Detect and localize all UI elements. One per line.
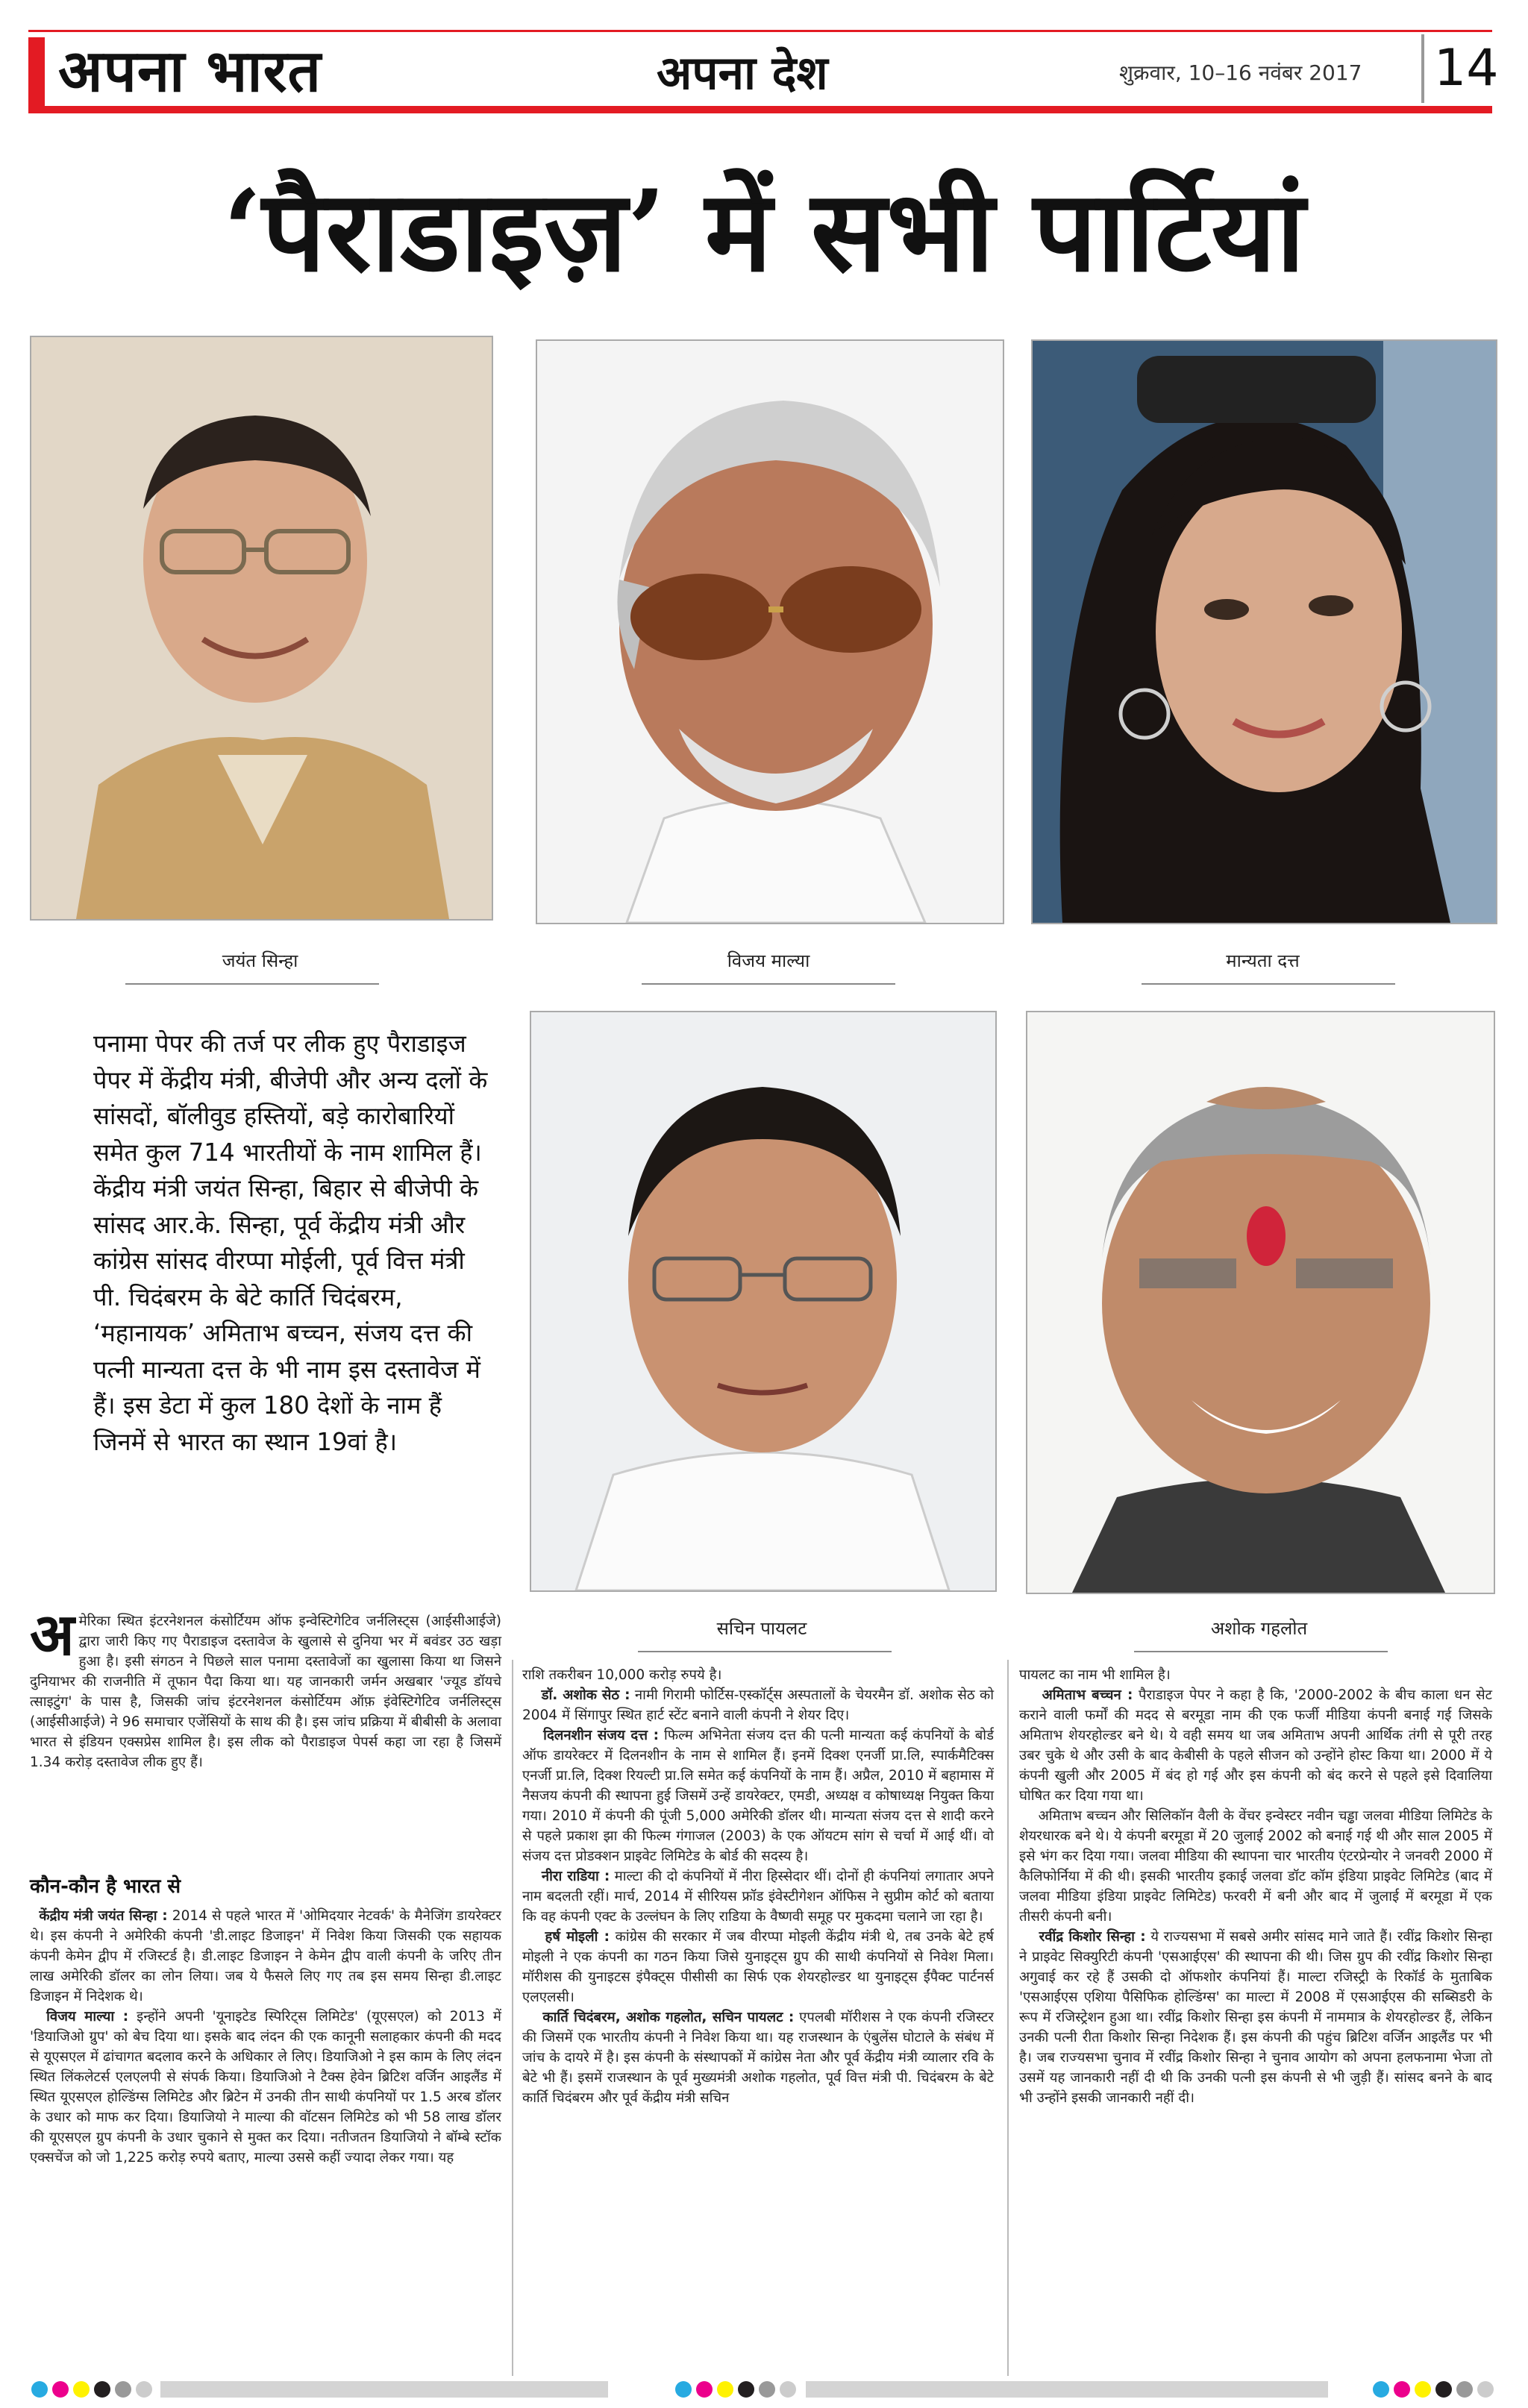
article-paragraph: डॉ. अशोक सेठ : नामी गिरामी फोर्टिस-एस्कॉर्ट्स अस्पतालों के चेयरमैन डॉ. अशोक सेठ को 2004 में सिंगापुर स्थित हार्ट स्टेंट बनाने वाली कंपनी ने शेयर दिए। [522,1687,994,1723]
paragraph-lead: हर्ष मोइली : [545,1929,610,1945]
caption-rule [125,983,379,985]
registration-dot [52,2381,69,2398]
registration-dot [73,2381,90,2398]
column-divider [1007,1660,1009,2376]
issue-date: शुक्रवार, 10–16 नवंबर 2017 [1119,60,1362,85]
registration-dot [738,2381,754,2398]
registration-dot [1373,2381,1389,2398]
article-paragraph: कार्ति चिदंबरम, अशोक गहलोत, सचिन पायलट : एपलबी मॉरीशस ने एक कंपनी रजिस्टर की जिसमें एक भारतीय कंपनी ने निवेश किया था। यह राजस्थान के एंबुलेंस घोटाले के संबंध में जांच के दायरे में है। इस कंपनी के संस्थापकों में कांग्रेस नेता और पूर्व केंद्रीय मंत्री व्यालार रवि के बेटे भी हैं। इसमें राजस्थान के पूर्व मुख्यमंत्री अशोक गहलोत, पूर्व वित्त मंत्री पी. चिदंबरम के बेटे कार्ति चिदंबरम और पूर्व केंद्रीय मंत्री सचिन [522,2010,994,2106]
article-subhead: कौन-कौन है भारत से [30,1875,181,1898]
photo-vijay-mallya [536,339,1004,924]
photo-jayant-sinha [30,336,493,921]
page-number: 14 [1434,39,1499,98]
article-column-1 [30,1601,501,1770]
registration-dot [94,2381,110,2398]
article-column-2 [522,1665,994,2108]
article-paragraph: राशि तकरीबन 10,000 करोड़ रुपये है। [522,1667,722,1683]
drop-cap: अ [30,1601,75,1669]
caption-rule [642,983,895,985]
brand-red-block [28,37,45,106]
registration-dot [759,2381,775,2398]
photo-manyata-dutt [1031,339,1497,924]
article-paragraph: मेरिका स्थित इंटरनेशनल कंसोर्टियम ऑफ इन्वेस्टिगेटिव जर्नलिस्ट्स (आईसीआईजे) द्वारा जारी किए गए पैराडाइज दस्तावेज के खुलासे से दुनिया भर में बवंडर उठ खड़ा हुआ है। इसी संगठन ने पिछले साल पनामा दस्तावेजों का खुलासा किया था जिसने दुनियाभर की राजनीति में तूफान पैदा किया था। यह जानकारी जर्मन अखबार 'ज्यूड डॉयचे त्साइटुंग' के पास है, जिसकी जांच इंटरनेशनल कंसोर्टियम ऑफ़ इंवेस्टिगेटिव जर्नलिस्ट्स (आईसीआईजे) ने 96 समाचार एजेंसियों के साथ की है। इस जांच प्रक्रिया में बीबीसी के अलावा भारत से इंडियन एक्सप्रेस शामिल है। इस लीक को पैराडाइज पेपर्स कहा जा रहा है जिसमें 1.34 करोड़ दस्तावेज लीक हुए हैं। [30,1614,501,1770]
registration-dot [1394,2381,1410,2398]
registration-strip [806,2381,1328,2398]
paragraph-lead: कार्ति चिदंबरम, अशोक गहलोत, सचिन पायलट : [542,2010,795,2025]
registration-strip [160,2381,608,2398]
registration-dot [780,2381,796,2398]
article-column-1-body [30,1906,501,2168]
paragraph-lead: नीरा राडिया : [541,1869,610,1884]
header-top-rule [28,30,1492,32]
section-title: अपना देश [657,46,828,100]
paragraph-lead: अमिताभ बच्चन : [1042,1687,1133,1703]
caption-rule [638,1651,892,1652]
registration-dot [31,2381,48,2398]
registration-dot [1477,2381,1494,2398]
registration-dot [717,2381,733,2398]
paragraph-lead: डॉ. अशोक सेठ : [541,1687,630,1703]
article-paragraph: रवींद्र किशोर सिन्हा : ये राज्यसभा में सबसे अमीर सांसद माने जाते हैं। रवींद्र किशोर सिन्हा ने प्राइवेट सिक्युरिटी कंपनी 'एसआईएस' की स्थापना की थी। जिस ग्रुप की रवींद्र किशोर सिन्हा अगुवाई कर रहे हैं उसकी दो ऑफशोर कंपनियां हैं। माल्टा रजिस्ट्री के रिकॉर्ड के मुताबिक 'एसआईएस एशिया पैसिफिक होल्डिंग्स' का माल्टा में 2008 में एसआईएस की सब्सिडरी के रूप में रजिस्ट्रेशन हुआ था। रवींद्र किशोर सिन्हा इस कंपनी में नाममात्र के शेयरहोल्डर हैं, लेकिन उनकी पत्नी रीता किशोर सिन्हा निदेशक हैं। इस कंपनी की पहुंच ब्रिटिश वर्जिन आइलैंड पर भी है। जब राज्यसभा चुनाव में रवींद्र किशोर सिन्हा ने चुनाव आयोग को अपना हलफनामा भेजा तो उसमें यह जानकारी नहीं दी थी कि उनकी पत्नी इस कंपनी से भी जुड़ी हैं। सांसद बनने के बाद भी उन्होंने इसकी जानकारी नहीं दी। [1019,1929,1492,2106]
paragraph-lead: केंद्रीय मंत्री जयंत सिन्हा : [39,1908,168,1924]
article-paragraph: अमिताभ बच्चन और सिलिकॉन वैली के वेंचर इन्वेस्टर नवीन चड्ढा जलवा मीडिया लिमिटेड के शेयरधारक बने थे। ये कंपनी बरमूडा में 20 जुलाई 2002 को बनाई गई थी और साल 2005 में इसे भंग कर दिया गया। जलवा मीडिया की स्थापना चार भारतीय एंटरप्रेन्योर ने जनवरी 2000 में कैलिफोर्निया में की थी। इसकी भारतीय इकाई जलवा डॉट कॉम इंडिया प्राइवेट लिमिटेड (बाद में जलवा मीडिया इंडिया प्राइवेट लिमिटेड) फरवरी में बनी और बाद में जुलाई में बरमूडा में एक तीसरी कंपनी बनी। [1019,1808,1492,1925]
paragraph-lead: रवींद्र किशोर सिन्हा : [1039,1929,1146,1945]
article-paragraph: अमिताभ बच्चन : पैराडाइज पेपर ने कहा है कि, '2000-2002 के बीच काला धन सेट कराने वाली फर्मों की मदद से बरमूडा नाम की एक फर्जी मीडिया कंपनी बनाई गई जिसके अमिताभ शेयरहोल्डर बने थे। ये वही समय था जब अमिताभ अपनी आर्थिक तंगी से पूरी तरह उबर चुके थे और उसी के बाद केबीसी के पहले सीजन को उन्होंने होस्ट किया था। 2000 में ये कंपनी खुली और 2005 में बंद हो गई और इस कंपनी को बंद करने से पहले इसे दिवालिया घोषित कर दिया गया था। [1019,1687,1492,1804]
headline: ‘पैराडाइज़’ में सभी पार्टियां [222,166,1306,297]
registration-dot [1456,2381,1473,2398]
article-paragraph: विजय माल्या : इन्होंने अपनी 'यूनाइटेड स्पिरिट्स लिमिटेड' (यूएसएल) को 2013 में 'डियाजिओ ग्रुप' को बेच दिया था। इसके बाद लंदन की एक कानूनी सलाहकार कंपनी की मदद से यूएसएल में ढांचागत बदलाव करने के अधिकार ले लिए। डियाजिओ ने इस काम के लिए लंदन स्थित लिंकलेटर्स एलएलपी से संपर्क किया। डियाजिओ ने टैक्स हेवेन ब्रिटिश वर्जिन आइलैंड में स्थित यूएसएल होल्डिंग्स लिमिटेड और ब्रिटेन में उनकी तीन साथी कंपनियों पर 1.5 अरब डॉलर के उधार को माफ कर दिया। डियाजियो ने माल्या की वॉटसन लिमिटेड को भी 58 लाख डॉलर की यूएसएल ग्रुप कंपनी के उधार चुकाने से मुक्त कर दिया। नतीजतन डियाजियो ने बॉम्बे स्टॉक एक्सचेंज को जो 1,225 करोड़ रुपये बताए, माल्या उससे कहीं ज्यादा लेकर गया। यह [30,2009,501,2166]
registration-dot [1435,2381,1452,2398]
article-paragraph: हर्ष मोइली : कांग्रेस की सरकार में जब वीरप्पा मोइली केंद्रीय मंत्री थे, तब उनके बेटे हर्ष मोइली ने एक कंपनी का गठन किया जिसे युनाइट्स ग्रुप की साथी कंपनियों से निवेश मिला। मॉरीशस की युनाइटस इंपैक्ट्स पीसीसी का सिर्फ एक शेयरहोल्डर था युनाइट्स ईंपैक्ट पार्टनर्स एलएलसी। [522,1929,994,2005]
registration-dot [696,2381,713,2398]
paragraph-lead: विजय माल्या : [46,2009,129,2025]
column-divider [512,1660,513,2376]
article-paragraph: केंद्रीय मंत्री जयंत सिन्हा : 2014 से पहले भारत में 'ओमिदयार नेटवर्क' के मैनेजिंग डायरेक्टर थे। इस कंपनी ने अमेरिकी कंपनी 'डी.लाइट डिजाइन' में निवेश किया जिसकी एक सहायक कंपनी केमेन द्वीप में रजिस्टर्ड है। डी.लाइट डिजाइन ने केमेन द्वीप वाली कंपनी के जरिए तीन लाख अमेरिकी डॉलर का लोन लिया। जब ये फैसले लिए गए तब इस समय सिन्हा डी.लाइट डिजाइन में निदेशक थे। [30,1908,501,2004]
registration-dot [1415,2381,1431,2398]
intro-summary: पनामा पेपर की तर्ज पर लीक हुए पैराडाइज पेपर में केंद्रीय मंत्री, बीजेपी और अन्य दलों के सांसदों, बॉलीवुड हस्तियों, बड़े कारोबारियों समेत कुल 714 भारतीयों के नाम शामिल हैं। केंद्रीय मंत्री जयंत सिन्हा, बिहार से बीजेपी के सांसद आर.के. सिन्हा, पूर्व केंद्रीय मंत्री और कांग्रेस सांसद वीरप्पा मोईली, पूर्व वित्त मंत्री पी. चिदंबरम के बेटे कार्ति चिदंबरम, ‘महानायक’ अमिताभ बच्चन, संजय दत्त की पत्नी मान्यता दत्त के भी नाम इस दस्तावेज में हैं। इस डेटा में कुल 180 देशों के नाम हैं जिनमें से भारत का स्थान 19वां है। [93,1029,488,1456]
caption-vijay-mallya: विजय माल्या [727,950,810,971]
caption-sachin-pilot: सचिन पायलट [716,1618,807,1639]
brand-logo: अपना भारत [58,37,322,105]
article-column-3 [1019,1665,1492,2108]
caption-ashok-gehlot: अशोक गहलोत [1210,1618,1308,1639]
caption-rule [1142,983,1395,985]
header-bottom-rule [28,106,1492,113]
registration-dot [136,2381,152,2398]
article-paragraph: नीरा राडिया : माल्टा की दो कंपनियों में नीरा हिस्सेदार थीं। दोनों ही कंपनियां लगातार अपने नाम बदलती रहीं। मार्च, 2014 में सीरियस फ्रॉड इंवेस्टीगेशन ऑफिस ने सुप्रीम कोर्ट को बताया कि वह कंपनी एक्ट के उल्लंघन के लिए राडिया के वैष्णवी समूह पर मुकदमा चलाने जा रहा है। [522,1869,994,1925]
photo-sachin-pilot [530,1011,997,1592]
registration-dot [675,2381,692,2398]
header-separator [1421,34,1424,103]
registration-dot [115,2381,131,2398]
paragraph-lead: दिलनशीन संजय दत्त : [543,1728,659,1743]
caption-rule [1134,1651,1388,1652]
article-paragraph: पायलट का नाम भी शामिल है। [1019,1667,1171,1683]
caption-manyata-dutt: मान्यता दत्त [1226,950,1300,971]
article-paragraph: दिलनशीन संजय दत्त : फिल्म अभिनेता संजय दत्त की पत्नी मान्यता कई कंपनियों के बोर्ड ऑफ डायरेक्टर में दिलनशीन के नाम से शामिल हैं। इनमें दिक्श एनर्जी प्रा.लि, स्पार्कमैटिक्स एनर्जी प्रा.लि, दिक्श रियल्टी प्रा.लि समेत कई कंपनियों के नाम हैं। अप्रैल, 2010 में बहामास में नैसजय कंपनी की स्थापना हुई जिसमें उन्हें डायरेक्टर, एमडी, अध्यक्ष व कोषाध्यक्ष नियुक्त किया गया। 2010 में कंपनी की पूंजी 5,000 अमेरिकी डॉलर थी। मान्यता संजय दत्त से शादी करने से पहले प्रकाश झा की फिल्म गंगाजल (2003) के एक ऑयटम सांग से चर्चा में आई थीं। वो संजय दत्त प्रोडक्शन प्राइवेट लिमिटेड के बोर्ड की सदस्य है। [522,1728,994,1864]
photo-ashok-gehlot [1026,1011,1495,1594]
caption-jayant-sinha: जयंत सिन्हा [222,950,298,971]
